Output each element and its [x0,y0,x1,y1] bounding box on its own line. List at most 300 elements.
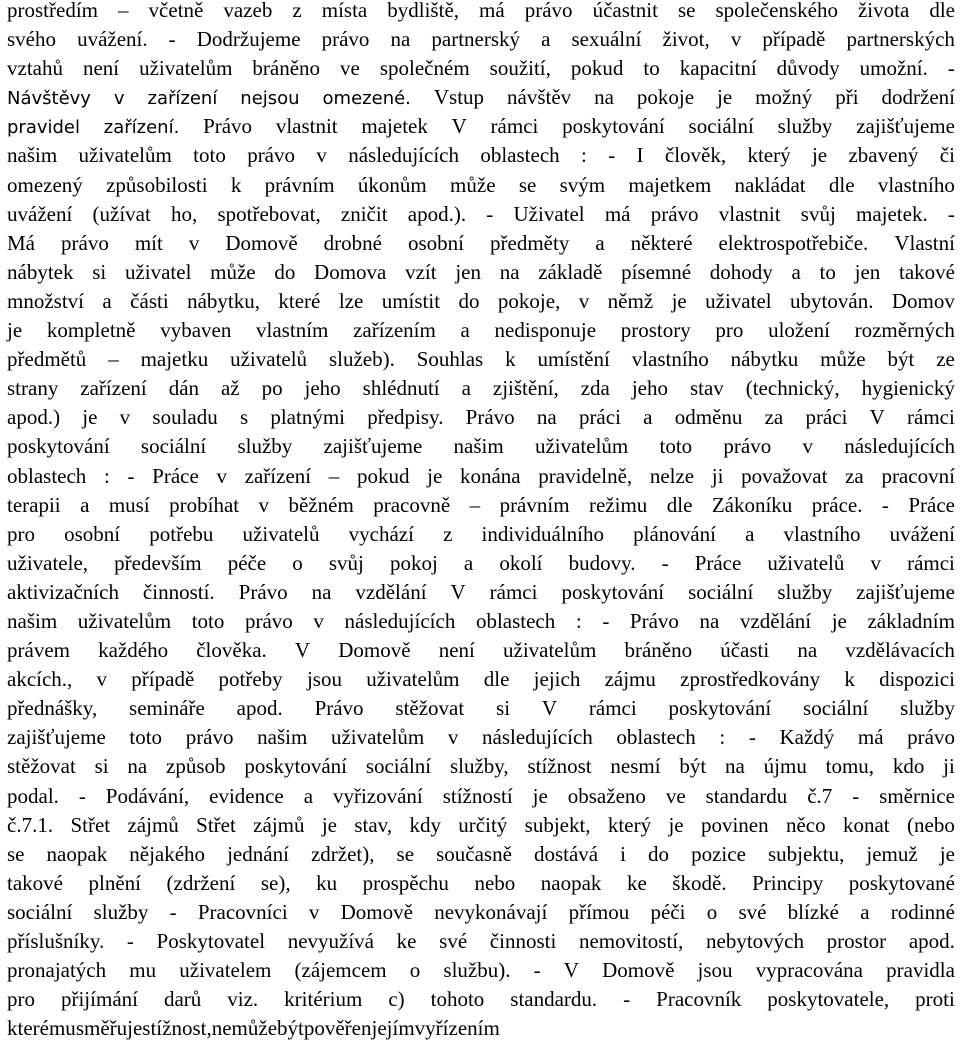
text-line [7,491,955,520]
word: si [496,696,511,721]
word: a [463,550,474,575]
text-line [7,985,955,1014]
word: Návštěvy [7,88,91,110]
word: nakládat [734,172,806,197]
word: službu). [443,958,511,983]
word: omezený [7,172,83,197]
word: ze [936,347,955,372]
word: předpisy. [367,405,444,430]
word: uživatel [705,288,772,313]
word: služby [237,434,293,459]
word: Domově [340,899,413,924]
word: služeb). [328,347,395,372]
word: k [505,347,516,372]
word: člověka. [196,638,267,663]
word: služby [777,579,833,604]
word: kapacitní [679,56,757,81]
word: umístit [381,288,441,313]
word: akcích., [7,667,73,692]
word: vztahů [7,56,63,81]
word: a [541,27,551,52]
word: ho, [171,201,198,226]
word: povinen [700,812,769,837]
word: omezené. [322,88,411,110]
word: a [102,288,112,313]
word: rámci [907,405,955,430]
word: uživatelů [767,550,845,575]
word: č.7 [807,783,833,808]
word: své [738,899,767,924]
word: člověk, [664,143,727,168]
word: v [578,288,590,313]
word: části [130,288,169,313]
word: nesmí [610,754,661,779]
word: má [479,0,505,22]
word: na [797,638,818,663]
text-line [7,54,955,83]
word: : [719,725,726,750]
word: být [887,347,915,372]
word: stav, [354,812,393,837]
word: kritérium [284,987,363,1012]
word: základním [867,608,955,633]
word: Právo [203,114,253,139]
word: Poskytovatel [156,929,266,953]
word: právo [907,725,955,750]
word: partnerský [431,27,521,52]
word: okolí [499,550,543,575]
word: je [939,841,955,866]
word: úkonům [357,172,427,197]
word: života [857,0,910,22]
word: do [648,841,670,866]
word: uživatelům [366,667,460,692]
word: svůj [328,550,364,575]
word: dohody [709,259,773,284]
word: který [747,143,791,168]
word: stav [689,376,724,401]
word: na [390,27,411,52]
word: za [845,463,864,488]
word: tomu, [825,754,875,779]
word: zajišťujeme [856,579,955,604]
word: V [541,696,558,721]
word: zařízení [80,376,147,401]
text-line [7,752,955,781]
word: Podávání, [105,783,190,808]
word: - [602,608,610,633]
text-line [7,171,955,200]
word: je [82,405,98,430]
word: společném [379,56,470,81]
word: spotřebovat, [217,201,321,226]
word: stěžovat [7,754,76,779]
word: je [321,812,337,837]
word: pro [715,318,744,343]
word: vychází [348,521,414,546]
word: : [103,463,110,488]
word: možný [755,85,813,110]
word: vlastnit [275,114,338,139]
word: příslušníky. [7,929,105,953]
word: nějakého [129,841,206,866]
word: následujících [348,143,459,168]
word: rámci [588,696,637,721]
word: poskytování [562,114,665,139]
word: uvážení. [77,27,148,52]
word: zajišťujeme [856,114,955,139]
word: účasti [720,638,770,663]
word: zjištění, [492,376,559,401]
word: služby [900,696,955,721]
word: sociální [688,114,754,139]
word: poskytovatele, [767,987,890,1012]
text-line [7,0,955,25]
word: své [439,929,468,953]
word: které [278,288,321,313]
word: právo [61,230,109,255]
word: právo [247,143,296,168]
word: V [869,405,885,430]
word: právo [650,201,699,226]
word: jen [854,259,881,284]
word: Pracovník [656,987,742,1012]
word: takové [7,870,63,895]
word: oblastech [475,608,556,633]
word: pokoje, [497,288,561,313]
word: i [620,841,626,866]
word: nábytku, [187,288,260,313]
word: práce. [811,492,863,517]
word: c) [388,987,405,1012]
word: naopak [540,870,602,895]
word: poskytování [561,579,665,604]
word: sociální [803,696,869,721]
word: tohoto [430,987,485,1012]
word: svůj [800,201,836,226]
word: zájmů [127,812,179,837]
word: umožní. [859,56,928,81]
word: V [451,114,467,139]
word: souladu [152,405,218,430]
word: rozměrných [854,318,955,343]
word: právo [185,725,234,750]
word: aktivizačních [7,579,119,604]
word: do [274,259,296,284]
word: ve [665,783,686,808]
word: Domov [891,288,955,313]
text-line [7,1014,955,1043]
word: o [409,958,421,983]
word: práci [578,405,621,430]
word: nebo [474,870,516,895]
word: až [220,376,240,401]
word: Střet [70,812,111,837]
word: si [92,259,107,284]
word: na [536,405,557,430]
word: vlastního [631,347,709,372]
word: pro [7,521,35,546]
word: se), [260,870,291,895]
word: - [78,783,86,808]
word: poskytované [848,870,955,895]
word: – [108,347,119,372]
word: vypracována [755,958,863,983]
word: má [857,725,884,750]
word: při [835,85,859,110]
word: služby [777,114,833,139]
word: a [745,521,755,546]
word: subjektu, [767,841,845,866]
word: jednání [227,841,289,866]
word: který [607,812,652,837]
word: – [118,0,129,22]
word: toto [191,608,225,633]
word: důvody [776,56,840,81]
word: místa [321,0,368,22]
word: nemovitostí, [578,929,684,953]
word: právo [524,0,573,22]
word: - [852,783,860,808]
word: uživatelů [242,521,320,546]
word: - [127,463,135,488]
word: uvážení [889,521,955,546]
word: osobní [408,230,465,255]
word: předmětů [7,347,87,372]
word: uživatelem [179,958,272,983]
word: směrnice [879,783,955,808]
word: nebytových [706,929,805,953]
word: zařízení [244,463,312,488]
text-line [7,83,955,112]
word: vazeb [223,0,273,22]
word: v [316,143,327,168]
word: Práce [694,550,742,575]
word: práci [805,405,848,430]
word: : [575,608,582,633]
word: uživatelů [230,347,308,372]
word: apod.) [7,405,61,430]
word: toto [129,725,163,750]
word: obsaženo [567,783,646,808]
word: rámci [907,550,955,575]
word: běžném [288,492,354,517]
word: v [113,88,125,110]
word: Právo [238,579,288,604]
word: činnosti [489,929,557,953]
word: být [679,754,707,779]
word: plnění [88,870,141,895]
word: pronajatých [7,958,107,983]
word: je [671,288,687,313]
word: to [819,259,836,284]
word: dle [828,172,855,197]
word: drobné [323,230,382,255]
word: prostor [826,929,887,953]
text-line [7,25,955,54]
word: pro [7,987,35,1012]
text-line [7,141,955,170]
word: o [292,550,303,575]
word: uživatelům [139,56,233,81]
word: pokud [570,56,624,81]
word: zbavený [848,143,919,168]
text-line [7,811,955,840]
word: ji [943,754,955,779]
word: ji [711,463,724,488]
word: zařízení [147,88,218,110]
word: Souhlas [416,347,484,372]
word: našim [7,143,58,168]
word: oblastech [480,143,560,168]
word: blízké [787,899,839,924]
word: I [636,143,644,168]
text-line [7,316,955,345]
word: kdo [892,754,925,779]
word: služby [93,899,149,924]
word: či [939,143,955,168]
word: uživatele, [7,550,89,575]
word: může [450,172,496,197]
word: zájmů [253,812,305,837]
word: toto [659,434,693,459]
word: přijímání [60,987,138,1012]
word: č.7.1. [7,812,54,837]
word: ke [396,929,417,953]
word: v [447,725,459,750]
word: - [661,550,669,575]
word: - [608,143,616,168]
word: současně [436,841,512,866]
word: budovy. [568,550,636,575]
word: terapii [7,492,61,517]
word: nelze [649,463,695,488]
word: - [881,492,889,517]
word: pokoj [389,550,438,575]
word: majetku [140,347,209,372]
word: pokud [356,463,410,488]
word: ke [626,870,647,895]
word: V [450,579,466,604]
word: ve [340,56,360,81]
text-line [7,345,955,374]
text-line [7,374,955,403]
text-line [7,782,955,811]
word: standardu [705,783,788,808]
word: v [730,27,742,52]
word: mít [134,230,163,255]
word: účastnit [592,0,658,22]
word: dodržení [881,85,955,110]
word: pozice [691,841,746,866]
word: němž [607,288,654,313]
word: režimu [588,492,648,517]
word: pravidelně, [538,463,633,488]
word: apod. [236,696,283,721]
word: na [725,754,745,779]
word: umístění [537,347,610,372]
word: právo [723,434,772,459]
word: a [791,259,801,284]
word: uživatelům [330,725,425,750]
word: Domově [338,638,411,663]
word: uživatelům [78,143,172,168]
word: majetkem [628,172,712,197]
word: majetek [361,114,428,139]
word: stěžovat [395,696,465,721]
word: být [277,1016,304,1041]
word: – [328,463,340,488]
word: takové [898,259,955,284]
word: nedisponuje [494,318,597,343]
word: v [870,550,881,575]
word: může [820,347,866,372]
text-line [7,229,955,258]
word: našim [7,608,58,633]
word: následujících [844,434,955,459]
word: právo [321,27,370,52]
word: péče [227,550,267,575]
word: svým [559,172,606,197]
word: Vstup [433,85,485,110]
word: zda [580,376,610,401]
word: v [216,463,227,488]
word: uživatelům [77,608,172,633]
text-line [7,112,955,141]
word: zájmu [604,667,656,692]
word: přímou [568,899,630,924]
word: není [438,638,475,663]
word: vzdělání [739,608,812,633]
word: kdy [409,812,441,837]
word: společenského [715,0,838,22]
word: apod. [908,929,955,953]
word: musí [108,492,150,517]
word: množství [7,288,84,313]
word: nábytek [7,259,74,284]
word: - [533,958,541,983]
word: vlastnit [718,201,781,226]
word: proti [915,987,955,1012]
word: vybaven [160,318,232,343]
word: sociální [365,754,432,779]
word: na [699,608,720,633]
word: Právo [629,608,679,633]
word: zařízení. [103,117,180,139]
word: a [303,783,314,808]
word: není [82,56,120,81]
word: se [7,841,25,866]
word: V [563,958,579,983]
word: (zdržení [166,870,236,895]
word: sociální [140,434,207,459]
word: nevyužívá [287,929,374,953]
word: konána [459,463,521,488]
word: je [427,463,443,488]
word: oblastech [616,725,696,750]
word: jsou [697,958,733,983]
word: právním [499,492,570,517]
word: našim [257,725,308,750]
text-line [7,462,955,491]
word: případě [131,667,195,692]
word: způsob [166,754,226,779]
text-line [7,927,955,956]
word: nevykonávají [434,899,548,924]
word: poskytování [244,754,348,779]
word: v [313,608,324,633]
word: majetek. [856,201,928,226]
